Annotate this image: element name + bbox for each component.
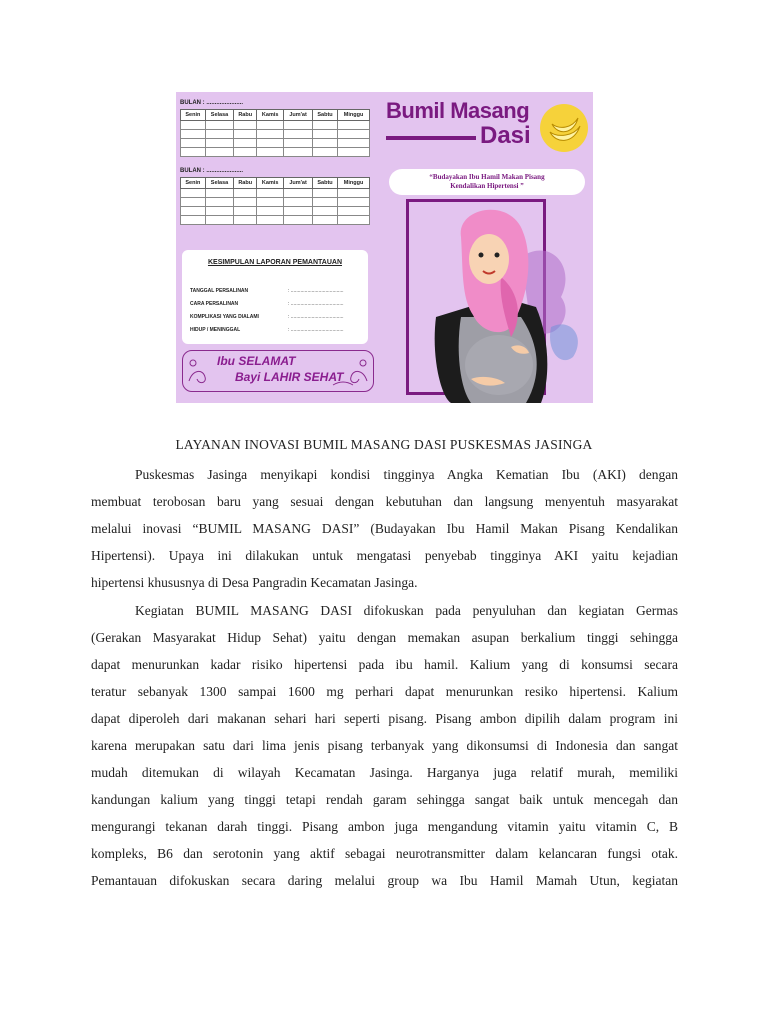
day-header: Rabu — [234, 178, 257, 189]
summary-row-label: CARA PERSALINAN — [190, 301, 239, 307]
paragraph-1 — [91, 461, 678, 596]
summary-row-label: KOMPLIKASI YANG DIALAMI — [190, 314, 259, 320]
text-line: (Gerakan Masyarakat Hidup Sehat) yaitu dengan memakan asupan berkalium tinggi sehingga — [91, 630, 678, 645]
text-line: teratur sebanyak 1300 sampai 1600 mg perhari dapat menurunkan resiko hipertensi. Kalium — [91, 684, 678, 699]
summary-row-value: : ...................................... — [288, 327, 344, 333]
text-line: karena merupakan satu dari lima jenis pisang terbanyak yang dikonsumsi di Indonesia dan sangat — [91, 738, 678, 753]
summary-row-value: : ...................................... — [288, 301, 344, 307]
summary-row-value: : ...................................... — [288, 288, 344, 294]
slogan-line1: Ibu SELAMAT — [217, 354, 296, 368]
day-header: Minggu — [338, 178, 370, 189]
brand-subtitle: Dasi — [480, 122, 531, 149]
text-line: melalui inovasi “BUMIL MASANG DASI” (Budayakan Ibu Hamil Makan Pisang Kendalikan — [91, 521, 678, 536]
text-line: mudah ditemukan di wilayah Kecamatan Jasinga. Harganya juga relatif murah, memiliki — [91, 765, 678, 780]
text-line: Hipertensi). Upaya ini dilakukan untuk mengatasi penyebab tingginya AKI yaitu kejadian — [91, 548, 678, 563]
page-title: LAYANAN INOVASI BUMIL MASANG DASI PUSKESMAS JASINGA — [175, 437, 593, 452]
text-line: membuat terobosan baru yang sesuai dengan kebutuhan dan langsung menyentuh masyarakat — [91, 494, 678, 509]
month-label: BULAN : ...................... — [180, 100, 244, 106]
day-header: Rabu — [234, 110, 257, 121]
calendar-table-1 — [180, 100, 372, 157]
brand-underline — [386, 136, 476, 140]
text-line: hipertensi khususnya di Desa Pangradin Kecamatan Jasinga. — [91, 575, 418, 590]
text-line: Pemantauan difokuskan secara daring melalui group wa Ibu Hamil Mamah Utun, kegiatan — [91, 873, 678, 888]
day-header: Minggu — [338, 110, 370, 121]
day-header: Selasa — [205, 110, 234, 121]
day-header: Kamis — [257, 110, 284, 121]
paragraph-2 — [91, 597, 678, 894]
banana-logo-icon — [538, 102, 590, 154]
day-header: Jum'at — [284, 110, 313, 121]
text-line: Puskesmas Jasinga menyikapi kondisi tingginya Angka Kematian Ibu (AKI) dengan — [135, 467, 678, 482]
brand-title: Bumil Masang — [386, 98, 530, 123]
summary-row-label: HIDUP / MENINGGAL — [190, 327, 241, 333]
day-header: Senin — [181, 178, 206, 189]
day-header: Jum'at — [284, 178, 313, 189]
calendar-table-2 — [180, 168, 372, 225]
tagline-line1: “Budayakan Ibu Hamil Makan Pisang — [429, 173, 545, 181]
slogan-banner — [182, 350, 374, 392]
text-line: mengurangi tekanan darah tinggi. Pisang ambon juga mengandung vitamin yaitu vitamin C, B — [91, 819, 678, 834]
slogan-line2: Bayi LAHIR SEHAT — [235, 370, 344, 384]
poster-image — [176, 92, 593, 403]
summary-row-label: TANGGAL PERSALINAN — [190, 288, 249, 294]
summary-row-value: : ...................................... — [288, 314, 344, 320]
pregnant-woman-illustration — [401, 197, 591, 403]
text-line: dapat diperoleh dari makanan sehari hari seperti pisang. Pisang ambon dipilih dalam program ini — [91, 711, 678, 726]
day-header: Senin — [181, 110, 206, 121]
day-header: Sabtu — [312, 110, 337, 121]
day-header: Selasa — [205, 178, 234, 189]
month-label: BULAN : ...................... — [180, 168, 244, 174]
day-header: Kamis — [257, 178, 284, 189]
text-line: Kegiatan BUMIL MASANG DASI difokuskan pada penyuluhan dan kegiatan Germas — [135, 603, 678, 618]
day-header: Sabtu — [312, 178, 337, 189]
text-line: dapat menurunkan kadar risiko hipertensi pada ibu hamil. Kalium yang di konsumsi secara — [91, 657, 678, 672]
text-line: kompleks, B6 dan serotonin yang aktif sebagai neurotransmitter dalam kelancaran fungsi otak. — [91, 846, 678, 861]
text-line: kandungan kalium yang tinggi tetapi rendah garam sehingga sangat baik untuk mencegah dan — [91, 792, 678, 807]
tagline-box — [389, 169, 585, 195]
summary-title: KESIMPULAN LAPORAN PEMANTAUAN — [207, 259, 343, 266]
summary-box — [182, 250, 368, 344]
tagline-line2: Kendalikan Hipertensi ” — [450, 182, 524, 190]
